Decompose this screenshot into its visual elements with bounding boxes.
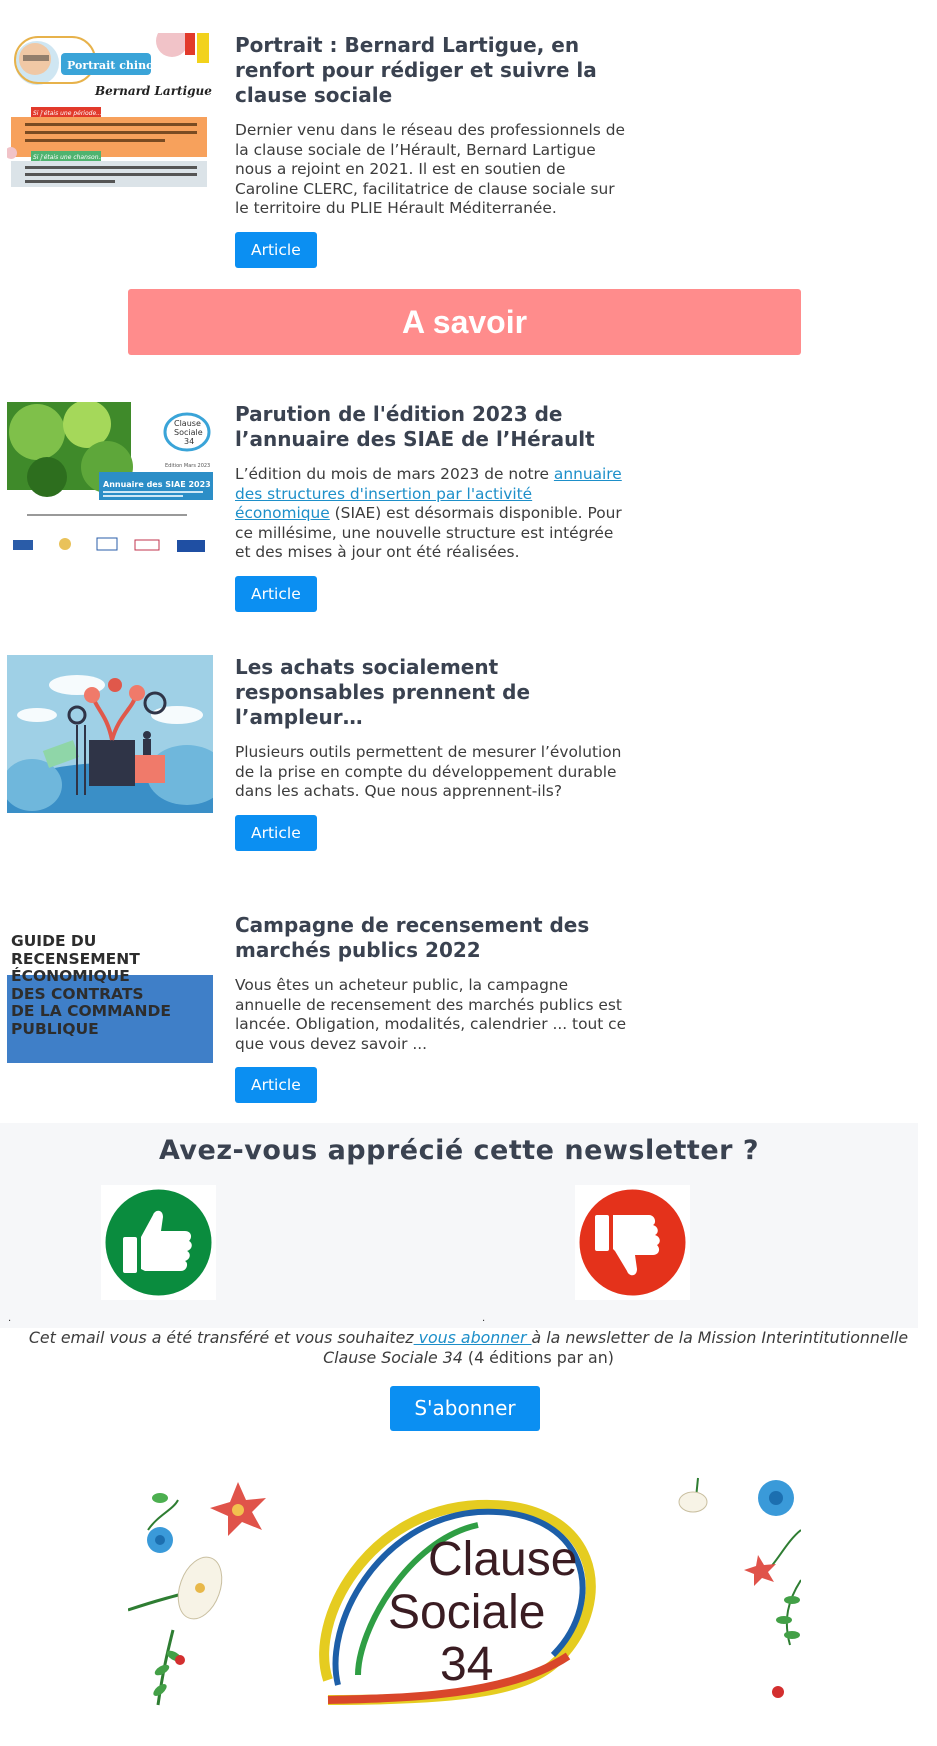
footer-logo-banner [128,1470,801,1715]
survey-dot-left: . [8,1313,12,1324]
vote-no-button[interactable] [575,1185,690,1300]
article-content [235,33,630,268]
article-image-achats[interactable] [7,655,213,813]
annuaire-logo-line-3: 34 [184,437,195,446]
guide-line-6: PUBLIQUE [11,1019,99,1038]
article-description: Vous êtes un acheteur public, la campagne annuelle de recensement des marchés publics est lancée. Obligation, modalités, calendrier ... tout ce que vous devez savoir ... [235,976,627,1053]
portrait-heading: Portrait chinois [67,59,164,72]
survey-question: Avez-vous apprécié cette newsletter ? [158,1135,760,1166]
footer-logo-line-2: Sociale [388,1586,546,1639]
article-content [235,913,630,1103]
vote-yes-button[interactable] [101,1185,216,1300]
annuaire-edition: Edition Mars 2023 [165,463,211,469]
thumbs-up-icon [101,1185,216,1300]
article-image-portrait[interactable] [7,33,213,191]
article-image-recensement[interactable] [7,933,213,1063]
portrait-tag-2: Si j'étais une chanson... [33,154,105,161]
survey-dot-right: . [482,1313,486,1324]
guide-line-5: DE LA COMMANDE [11,1002,171,1020]
transfer-text-after: à la newsletter de la Mission Interintitutionnelle Clause Sociale 34 [323,1328,909,1367]
article-content [235,655,630,851]
transfer-text-before: Cet email vous a été transféré et vous souhaitez [28,1328,414,1347]
footer-logo-line-1: Clause [428,1533,578,1586]
portrait-name: Bernard Lartigue [95,84,212,98]
annuaire-logo-line-2: Sociale [174,428,203,437]
article-image-annuaire[interactable] [7,402,213,562]
article-title[interactable]: Campagne de recensement des marchés publics 2022 [235,913,590,962]
annuaire-logo-line-1: Clause [174,419,201,428]
transfer-note-editions: (4 éditions par an) [462,1348,614,1367]
guide-line-1: GUIDE DU [11,933,97,950]
article-title[interactable]: Parution de l'édition 2023 de l’annuaire des SIAE de l’Hérault [235,402,595,451]
subscribe-link[interactable]: vous abonner [413,1328,532,1347]
guide-line-4: DES CONTRATS [11,984,144,1003]
article-title[interactable]: Portrait : Bernard Lartigue, en renfort pour rédiger et suivre la clause sociale [235,33,597,107]
article-button[interactable]: Article [235,232,317,268]
article-content [235,402,630,612]
article-title[interactable]: Les achats socialement responsables prennent de l’ampleur… [235,655,531,729]
article-button[interactable]: Article [235,815,317,851]
article-button[interactable]: Article [235,576,317,612]
transfer-note [0,1328,937,1368]
annuaire-band-title: Annuaire des SIAE 2023 [103,480,211,489]
desc-text-before: L’édition du mois de mars 2023 de notre [235,465,554,483]
guide-line-2: RECENSEMENT [11,949,140,968]
thumbs-down-icon [575,1185,690,1300]
section-banner: A savoir [128,289,801,355]
subscribe-button[interactable]: S'abonner [390,1386,540,1431]
article-button[interactable]: Article [235,1067,317,1103]
footer-logo-line-3: 34 [440,1638,494,1691]
article-description: Plusieurs outils permettent de mesurer l’évolution de la prise en compte du développement durable dans les achats. Que nous apprennent-ils? [235,743,622,800]
desc-text-after: (SIAE) est désormais disponible. Pour ce millésime, une nouvelle structure est intégrée et des mises à jour ont été réalisées. [235,504,622,561]
article-description: Dernier venu dans le réseau des professionnels de la clause sociale de l’Hérault, Bernard Lartigue nous a rejoint en 2021. Il est en soutien de Caroline CLERC, facilitatrice de clause sociale sur le territoire du PLIE Hérault Méditerranée. [235,121,625,217]
portrait-tag-1: Si j'étais une période... [33,110,102,117]
article-description [235,465,630,563]
annuaire-link[interactable]: annuaire des structures d'insertion par l'activité économique [235,465,622,522]
survey-section [0,1123,918,1328]
guide-line-3: ÉCONOMIQUE [11,967,130,985]
